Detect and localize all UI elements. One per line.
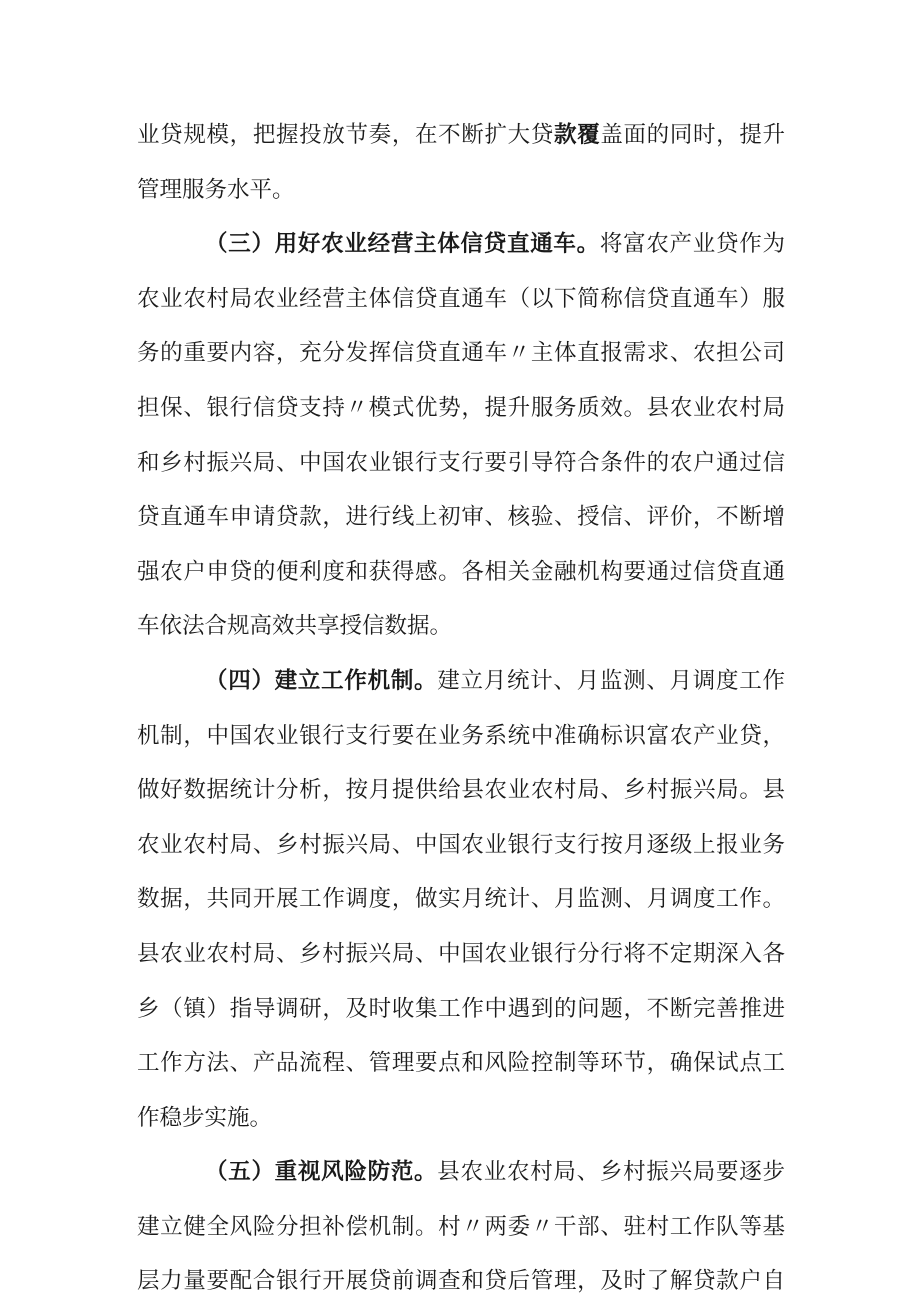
text-line: 乡（镇）指导调研，及时收集工作中遇到的问题，不断完善推进: [137, 995, 785, 1022]
paragraph-first-line: [137, 1145, 785, 1200]
text-line: 贷直通车申请贷款，进行线上初审、核验、授信、评价，不断增: [137, 504, 785, 531]
text-line: 机制，中国农业银行支行要在业务系统中准确标识富农产业贷，: [137, 722, 785, 749]
text-span: 业贷规模，把握投放节奏，在不断扩大贷: [137, 122, 554, 148]
text-line: 作稳步实施。: [137, 1104, 273, 1131]
text-line: 车依法合规高效共享授信数据。: [137, 613, 453, 640]
text-line: 担保、银行信贷支持〃模式优势，提升服务质效。县农业农村局: [137, 394, 785, 421]
text-line: 层力量要配合银行开展贷前调查和贷后管理，及时了解贷款户自: [137, 1268, 785, 1295]
text-line: [137, 108, 785, 163]
text-line: 工作方法、产品流程、管理要点和风险控制等环节，确保试点工: [137, 1050, 785, 1077]
section-heading: （三）用好农业经营主体信贷直通车。: [205, 231, 600, 258]
text-span: 建立月统计、月监测、月调度工作: [437, 667, 785, 694]
text-line: 做好数据统计分析，按月提供给县农业农村局、乡村振兴局。县: [137, 777, 785, 804]
document-page: [137, 108, 785, 1309]
text-span: 县农业农村局、乡村振兴局要逐步: [437, 1159, 785, 1186]
text-line: 县农业农村局、乡村振兴局、中国农业银行分行将不定期深入各: [137, 940, 785, 967]
paragraph-first-line: [137, 217, 785, 272]
section-heading: （四）建立工作机制。: [205, 667, 438, 694]
text-span: 将富农产业贷作为: [599, 231, 785, 258]
text-line: 农业农村局、乡村振兴局、中国农业银行支行按月逐级上报业务: [137, 831, 785, 858]
text-line: 建立健全风险分担补偿机制。村〃两委〃干部、驻村工作队等基: [137, 1213, 785, 1240]
text-line: 农业农村局农业经营主体信贷直通车（以下简称信贷直通车）服: [137, 285, 785, 312]
bold-text-span: 款覆: [553, 122, 601, 148]
text-line: 管理服务水平。: [137, 176, 295, 203]
text-line: 和乡村振兴局、中国农业银行支行要引导符合条件的农户通过信: [137, 449, 785, 476]
text-line: 数据，共同开展工作调度，做实月统计、月监测、月调度工作。: [137, 886, 785, 913]
text-line: 强农户申贷的便利度和获得感。各相关金融机构要通过信贷直通: [137, 558, 785, 585]
section-heading: （五）重视风险防范。: [205, 1159, 438, 1186]
paragraph-first-line: [137, 654, 785, 709]
text-span: 盖面的同时，提升: [600, 122, 785, 148]
text-line: 务的重要内容，充分发挥信贷直通车〃主体直报需求、农担公司: [137, 340, 785, 367]
